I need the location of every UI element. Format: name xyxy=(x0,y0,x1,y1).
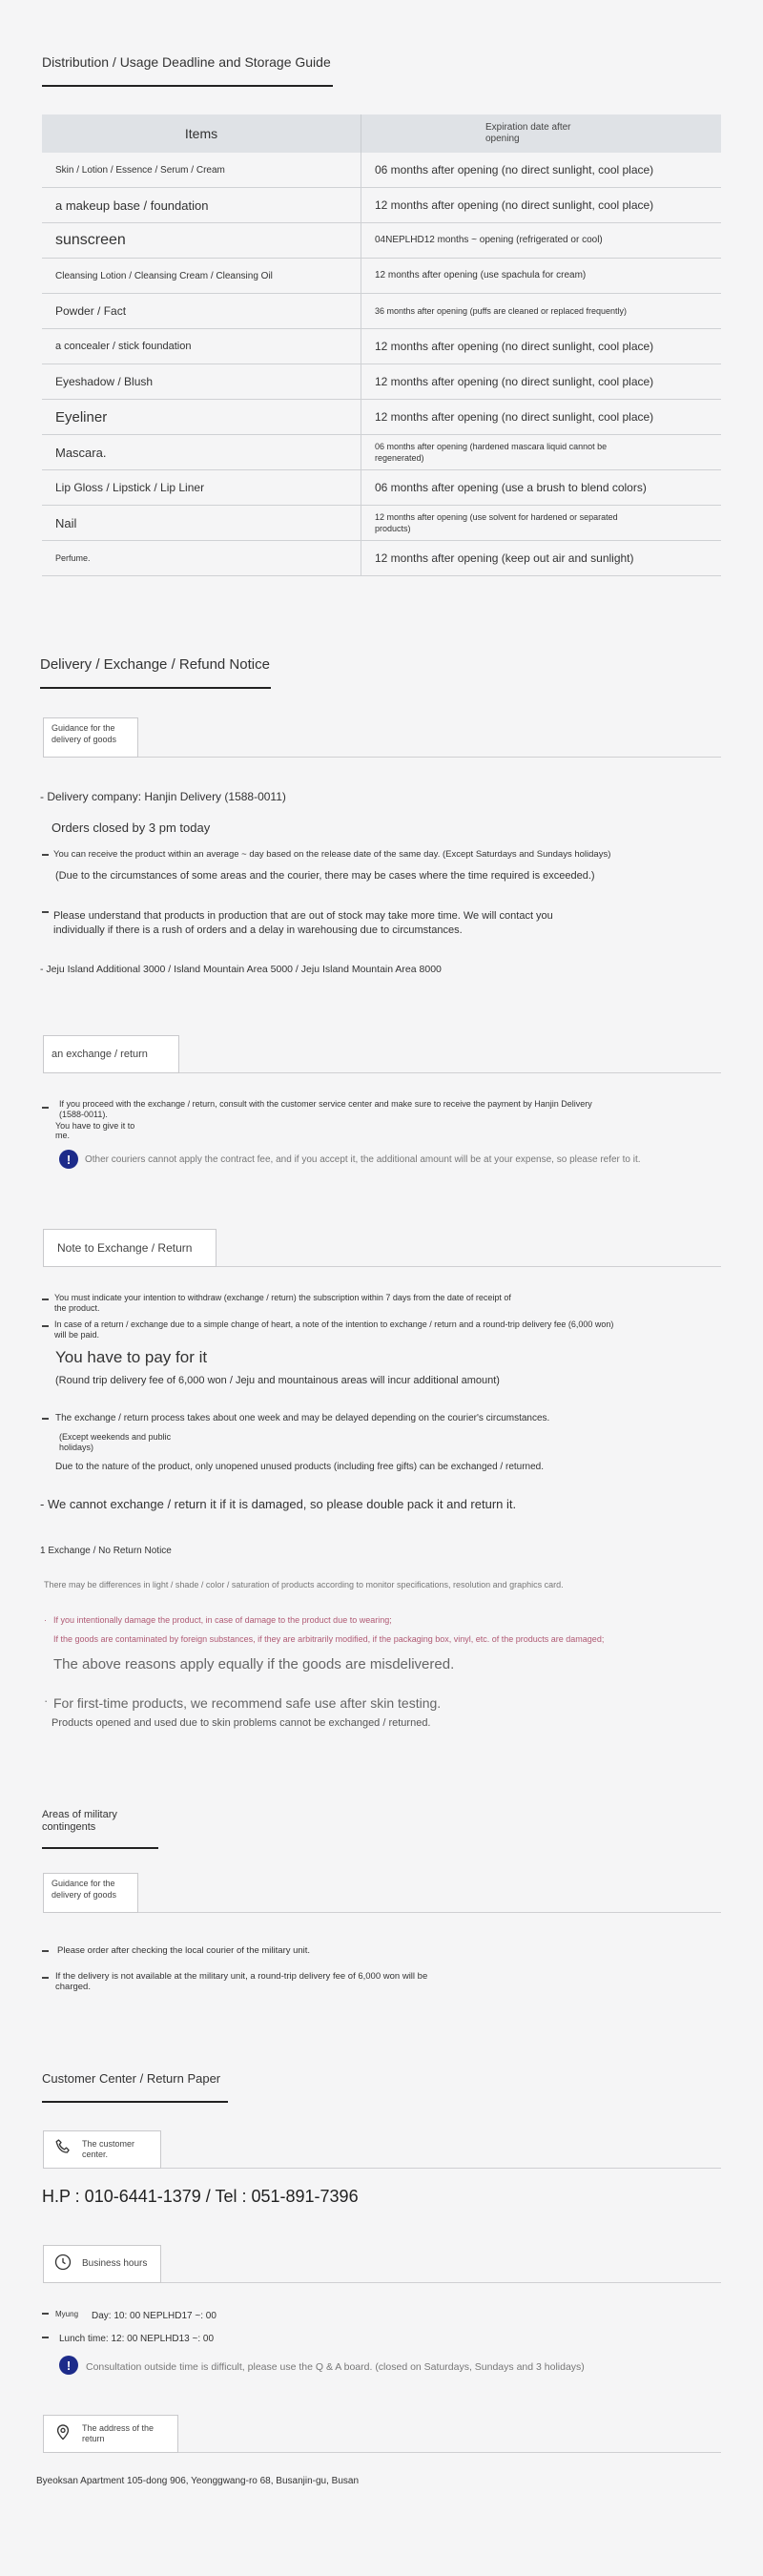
exchange-label: an exchange / return xyxy=(43,1035,179,1073)
row-item: Perfume. xyxy=(42,541,361,575)
row-expiry: 12 months after opening (use spachula for cream) xyxy=(375,270,587,280)
header-expiration xyxy=(361,114,721,153)
header-expiration-text: Expiration date after opening xyxy=(485,122,571,144)
divider xyxy=(138,757,721,758)
customer-title-rule xyxy=(42,2101,228,2103)
delivery-jeju: - Jeju Island Additional 3000 / Island Mountain Area 5000 / Jeju Island Mountain Area 8000 xyxy=(40,964,442,975)
row-expiry: 12 months after opening (use solvent for hardened or separated products) xyxy=(375,512,618,533)
note-change-heart: In case of a return / exchange due to a simple change of heart, a note of the intention to exchange / return and a round-trip delivery fee (6,000 won) will be paid. xyxy=(54,1319,614,1340)
hours-lunch: Lunch time: 12: 00 NEPLHD13 ~: 00 xyxy=(59,2334,215,2344)
storage-table xyxy=(42,114,721,576)
bullet-dash xyxy=(42,1298,49,1300)
table-row xyxy=(42,541,721,576)
bullet-dash xyxy=(42,1325,49,1327)
no-return-opened: Products opened and used due to skin problems cannot be exchanged / returned. xyxy=(52,1717,431,1729)
return-address-label: The address of the return xyxy=(82,2423,155,2443)
bullet-dash xyxy=(42,854,49,856)
table-row xyxy=(42,223,721,259)
bullet-dash xyxy=(42,1977,49,1979)
divider xyxy=(161,2168,721,2169)
row-expiry: 04NEPLHD12 months ~ opening (refrigerated or cool) xyxy=(375,235,603,245)
hours-myung: Myung xyxy=(55,2310,79,2318)
no-return-above: The above reasons apply equally if the goods are misdelivered. xyxy=(53,1656,455,1672)
location-pin-icon xyxy=(53,2422,72,2445)
note-nature: Due to the nature of the product, only unopened unused products (including free gifts) can be exchanged / returned. xyxy=(55,1462,545,1472)
divider xyxy=(179,1072,721,1073)
header-items: Items xyxy=(42,114,361,153)
orders-closed: Orders closed by 3 pm today xyxy=(52,821,211,835)
storage-title-rule xyxy=(42,85,333,87)
note-intention: You must indicate your intention to withdraw (exchange / return) the subscription within 7 days from the date of receipt of the product. xyxy=(54,1293,511,1313)
row-expiry: 06 months after opening (use a brush to blend colors) xyxy=(375,481,647,494)
table-row xyxy=(42,435,721,470)
delivery-production: Please understand that products in production that are out of stock may take more time. We will contact you individually if there is a rush of orders and a delay in warehousing due to circumstances. xyxy=(53,910,553,936)
table-row xyxy=(42,188,721,223)
row-expiry: 12 months after opening (no direct sunlight, cool place) xyxy=(375,340,654,353)
bullet-dash xyxy=(42,2337,49,2338)
table-row xyxy=(42,470,721,506)
row-item: a makeup base / foundation xyxy=(42,188,361,222)
note-round-trip: (Round trip delivery fee of 6,000 won / Jeju and mountainous areas will incur additional amount) xyxy=(55,1375,500,1386)
phone-icon xyxy=(53,2138,72,2161)
hours-day: Day: 10: 00 NEPLHD17 ~: 00 xyxy=(92,2311,217,2321)
row-expiry: 12 months after opening (no direct sunlight, cool place) xyxy=(375,375,654,388)
exclamation-icon: ! xyxy=(59,2356,78,2375)
return-address-box xyxy=(43,2415,178,2453)
delivery-guidance-label: Guidance for the delivery of goods xyxy=(43,717,138,758)
row-item: Mascara. xyxy=(42,435,361,469)
bullet-dash xyxy=(42,1418,49,1420)
row-expiry: 12 months after opening (keep out air and sunlight) xyxy=(375,551,634,565)
business-hours-box xyxy=(43,2245,161,2283)
table-row xyxy=(42,364,721,400)
delivery-title-rule xyxy=(40,687,271,689)
exchange-proceed: If you proceed with the exchange / return, consult with the customer service center and make sure to receive the payment by Hanjin Delivery (1588-0011). xyxy=(59,1099,592,1119)
row-expiry: 06 months after opening (no direct sunlight, cool place) xyxy=(375,163,654,177)
customer-center-label: The customer center. xyxy=(82,2139,135,2159)
note-process: The exchange / return process takes about one week and may be delayed depending on the courier's circumstances. xyxy=(55,1413,550,1423)
row-item: sunscreen xyxy=(42,223,361,258)
table-row xyxy=(42,259,721,294)
customer-phone: H.P : 010-6441-1379 / Tel : 051-891-7396 xyxy=(42,2187,359,2206)
row-expiry: 06 months after opening (hardened mascara liquid cannot be regenerated) xyxy=(375,442,608,463)
return-address: Byeoksan Apartment 105-dong 906, Yeonggwang-ro 68, Busanjin-gu, Busan xyxy=(36,2476,360,2486)
row-item: Nail xyxy=(42,506,361,540)
exclamation-icon: ! xyxy=(59,1150,78,1169)
table-row xyxy=(42,329,721,364)
delivery-average: You can receive the product within an average ~ day based on the release date of the same day. (Except Saturdays and Sundays holidays) xyxy=(53,849,611,860)
customer-center-box xyxy=(43,2130,161,2169)
delivery-title: Delivery / Exchange / Refund Notice xyxy=(40,656,270,673)
business-hours-label: Business hours xyxy=(82,2258,148,2269)
military-guidance-label: Guidance for the delivery of goods xyxy=(43,1873,138,1913)
row-item: Eyeshadow / Blush xyxy=(42,364,361,399)
table-row xyxy=(42,294,721,329)
row-expiry: 36 months after opening (puffs are cleaned or replaced frequently) xyxy=(375,306,627,316)
delivery-company: - Delivery company: Hanjin Delivery (1588-0011) xyxy=(40,790,286,803)
no-return-bullet: · xyxy=(44,1615,47,1625)
military-not-available: If the delivery is not available at the military unit, a round-trip delivery fee of 6,000 won will be charged. xyxy=(55,1971,428,1992)
row-item: Eyeliner xyxy=(42,400,361,434)
note-pay: You have to pay for it xyxy=(55,1348,208,1366)
table-header xyxy=(42,114,721,153)
exchange-give-2: me. xyxy=(55,1131,71,1140)
no-return-damage: If you intentionally damage the product, in case of damage to the product due to wearing; xyxy=(53,1615,392,1625)
hours-consultation: Consultation outside time is difficult, please use the Q & A board. (closed on Saturdays, Sundays and 3 holidays) xyxy=(86,2361,585,2373)
divider xyxy=(138,1912,721,1913)
note-damaged: - We cannot exchange / return it if it is damaged, so please double pack it and return it. xyxy=(40,1497,517,1511)
divider xyxy=(217,1266,721,1267)
clock-icon xyxy=(53,2253,72,2275)
row-item: a concealer / stick foundation xyxy=(42,329,361,364)
storage-title: Distribution / Usage Deadline and Storage Guide xyxy=(42,54,331,70)
row-item: Lip Gloss / Lipstick / Lip Liner xyxy=(42,470,361,505)
table-row xyxy=(42,506,721,541)
customer-title: Customer Center / Return Paper xyxy=(42,2071,221,2086)
military-title: Areas of military contingents xyxy=(42,1809,117,1833)
row-expiry: 12 months after opening (no direct sunlight, cool place) xyxy=(375,198,654,212)
no-return-bullet: · xyxy=(44,1693,49,1708)
divider xyxy=(161,2282,721,2283)
divider xyxy=(178,2452,721,2453)
row-item: Skin / Lotion / Essence / Serum / Cream xyxy=(42,153,361,187)
row-item: Cleansing Lotion / Cleansing Cream / Cleansing Oil xyxy=(42,259,361,293)
bullet-dash xyxy=(42,1107,49,1109)
table-row xyxy=(42,400,721,435)
exchange-give: You have to give it to xyxy=(55,1121,135,1131)
bullet-dash xyxy=(42,1950,49,1952)
note-except: (Except weekends and public holidays) xyxy=(59,1432,172,1452)
no-return-first-time: For first-time products, we recommend safe use after skin testing. xyxy=(53,1695,442,1711)
row-item: Powder / Fact xyxy=(42,294,361,328)
row-expiry: 12 months after opening (no direct sunlight, cool place) xyxy=(375,410,654,424)
no-return-differences: There may be differences in light / shade / color / saturation of products according to monitor specifications, resolution and graphics card. xyxy=(44,1580,564,1589)
note-label: Note to Exchange / Return xyxy=(43,1229,217,1267)
bullet-dash xyxy=(42,2313,49,2315)
table-row xyxy=(42,153,721,188)
delivery-circumstances: (Due to the circumstances of some areas and the courier, there may be cases where the time required is exceeded.) xyxy=(55,870,595,882)
table-body xyxy=(42,153,721,576)
no-return-contaminated: If the goods are contaminated by foreign substances, if they are arbitrarily modified, if the packaging box, vinyl, etc. of the products are damaged; xyxy=(53,1634,605,1644)
exchange-other-couriers: Other couriers cannot apply the contract fee, and if you accept it, the additional amount will be at your expense, so please refer to it. xyxy=(85,1154,641,1165)
military-order: Please order after checking the local courier of the military unit. xyxy=(57,1945,311,1956)
bullet-dash xyxy=(42,911,49,913)
no-return-title: 1 Exchange / No Return Notice xyxy=(40,1546,172,1556)
military-title-rule xyxy=(42,1847,158,1849)
